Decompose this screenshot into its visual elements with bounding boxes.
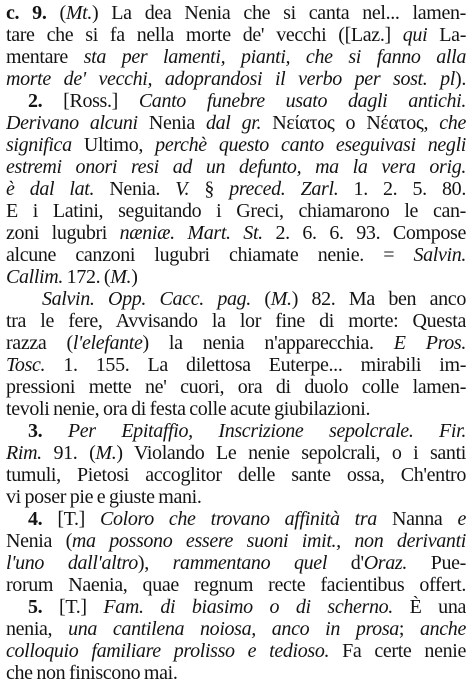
text-run: rorum Naenia, quae regnum recte facientibus offert. <box>6 574 466 596</box>
text-run: ; <box>398 618 420 640</box>
text-run: nenia, <box>6 618 69 640</box>
text-run: Fa certe nenie <box>329 640 466 662</box>
text-run-italic: colloquio familiare prolisso e tedioso. <box>6 640 330 662</box>
text-run <box>175 222 188 244</box>
text-line <box>6 662 466 684</box>
source-abbrev: Mart. St. <box>187 222 263 244</box>
text-run: tare che si fa nella morte de' vecchi ([Laz.] <box>6 24 403 46</box>
text-line <box>6 68 466 90</box>
text-run: Nenia <box>137 112 206 134</box>
text-run: tevoli nenie, ora di festa colle acute giubilazioni. <box>6 398 371 420</box>
text-run: tumuli, Pietosi accoglitor delle sante ossa, Ch'entro <box>6 464 466 486</box>
text-run-italic: V. <box>175 178 190 200</box>
sense-number: 5. <box>28 596 43 618</box>
definition-text: Coloro che trovano affinità tra <box>100 508 377 530</box>
text-run: razza ( <box>6 332 73 354</box>
definition-text: Fam. di biasimo o di scherno. <box>103 596 393 618</box>
text-line <box>6 288 466 310</box>
text-line <box>6 618 466 640</box>
text-run: alcune canzoni lugubri chiamate nenie. = <box>6 244 414 266</box>
text-run: ) 82. Ma ben anco <box>291 288 466 310</box>
text-run: vi poser pie e giuste mani. <box>6 486 202 508</box>
source-abbrev: Callim. <box>6 266 64 288</box>
text-line <box>6 508 466 530</box>
text-line <box>6 574 466 596</box>
sense-number: 4. <box>28 508 43 530</box>
text-run-italic: preced. <box>229 178 286 200</box>
text-run-italic: næniæ. <box>119 222 175 244</box>
text-run: 172. ( <box>63 266 111 288</box>
text-run: ) Violando Le nenie sepolcrali, o i santi <box>116 442 466 464</box>
text-run-italic: M. <box>110 266 132 288</box>
text-line <box>6 332 466 354</box>
text-line <box>6 354 466 376</box>
definition-text: Canto funebre usato dagli antichi. <box>138 90 466 112</box>
source-abbrev: Salvin. Opp. Cacc. pag. <box>42 288 251 310</box>
text-run-italic: M. <box>95 442 117 464</box>
text-run: d' <box>327 552 364 574</box>
text-run: che non finiscono mai. <box>6 662 178 684</box>
text-line <box>6 2 466 24</box>
text-run-italic: rammentano quel <box>172 552 328 574</box>
text-run: ) <box>131 266 138 288</box>
text-run-italic: che <box>439 112 466 134</box>
text-line <box>6 464 466 486</box>
text-run: zoni lugubri <box>6 222 120 244</box>
text-run <box>285 178 300 200</box>
text-line <box>6 112 466 134</box>
text-line <box>6 156 466 178</box>
text-run: [T.] <box>42 508 101 530</box>
text-run: Nenia. <box>94 178 176 200</box>
text-line <box>6 486 466 508</box>
source-abbrev: Oraz. <box>363 552 407 574</box>
text-line <box>6 200 466 222</box>
text-run: ( <box>250 288 271 310</box>
entry-sense-3 <box>6 420 466 508</box>
text-run: 91. ( <box>41 442 96 464</box>
text-run-italic: morte de' vecchi, adoprandosi il verbo per sost. pl <box>6 68 456 90</box>
text-run-italic: una cantilena noiosa, anco in prosa <box>68 618 399 640</box>
text-line <box>6 530 466 552</box>
text-line <box>6 178 466 200</box>
text-run-italic: Derivano alcuni <box>6 112 138 134</box>
text-run-italic: l'elefante <box>72 332 143 354</box>
entry-sense-2 <box>6 90 466 420</box>
text-run <box>42 420 68 442</box>
text-run: È una <box>392 596 466 618</box>
text-line <box>6 442 466 464</box>
text-run-italic: perchè questo canto eseguivasi negli <box>155 134 466 156</box>
text-run: 2. 6. 6. 93. Compose <box>262 222 466 244</box>
source-abbrev: E Pros. <box>393 332 466 354</box>
text-run: ) La dea Nenia che si canta nel... lamen- <box>91 2 466 24</box>
text-run: ( <box>46 2 66 24</box>
text-line <box>6 376 466 398</box>
text-run-italic: ma possono essere suoni imit., non derivanti <box>71 530 466 552</box>
text-run: ) la nenia n'apparecchia. <box>142 332 394 354</box>
text-run-italic: estremi onori resi ad un defunto, ma la vera orig. <box>6 156 466 178</box>
text-run-italic: qui <box>402 24 428 46</box>
text-run: tra le fere, Avvisando la lor fine di morte: Questa <box>6 310 466 332</box>
text-run: [T.] <box>42 596 104 618</box>
text-run-italic: l'uno dall'altro <box>6 552 138 574</box>
text-run: § <box>189 178 230 200</box>
text-run: Nanna <box>376 508 458 530</box>
text-line <box>6 134 466 156</box>
text-run: Pue- <box>406 552 466 574</box>
text-run: mentare <box>6 46 84 68</box>
text-run-italic: è dal lat. <box>6 178 95 200</box>
text-run: La- <box>427 24 466 46</box>
text-run-italic: M. <box>270 288 292 310</box>
text-run: ). <box>455 68 466 90</box>
entry-sense-5 <box>6 596 466 684</box>
text-run-italic: significa <box>6 134 72 156</box>
text-line <box>6 266 466 288</box>
source-abbrev: Mt. <box>65 2 92 24</box>
sense-number: 3. <box>28 420 43 442</box>
text-line <box>6 640 466 662</box>
text-line <box>6 552 466 574</box>
entry-sense-c9 <box>6 2 466 90</box>
text-run-italic: anche <box>419 618 466 640</box>
definition-text: Per Epitaffio, Inscrizione sepolcrale. Fir. <box>67 420 466 442</box>
sense-number: c. 9. <box>6 2 47 24</box>
text-line <box>6 24 466 46</box>
dictionary-page <box>6 2 466 684</box>
text-line <box>6 90 466 112</box>
citation-numbers: 1. 2. 5. 80. <box>338 178 466 200</box>
text-run-italic: dal gr. <box>205 112 262 134</box>
text-run: ( <box>52 530 72 552</box>
source-abbrev: Rim. <box>6 442 42 464</box>
text-run-italic: sta per lamenti, pianti, che si fanno alla <box>83 46 466 68</box>
source-abbrev: Tosc. <box>6 354 46 376</box>
sense-number: 2. <box>28 90 43 112</box>
source-abbrev: Zarl. <box>300 178 339 200</box>
text-run: [Ross.] <box>42 90 139 112</box>
greek-text: Νείατος o Νέατος, <box>261 112 440 134</box>
text-run-italic: e <box>457 508 466 530</box>
text-run: pressioni mette ne' cuori, ora di duolo colle lamen- <box>6 376 466 398</box>
text-run: ), <box>137 552 173 574</box>
text-run: E i Latini, seguitando i Greci, chiamarono le can- <box>6 200 466 222</box>
text-run: 1. 155. La dilettosa Euterpe... mirabili im- <box>45 354 466 376</box>
text-line <box>6 398 466 420</box>
text-run: Ultimo, <box>71 134 156 156</box>
text-line <box>6 420 466 442</box>
text-line <box>6 222 466 244</box>
text-run: Nenia <box>6 530 53 552</box>
entry-sense-4 <box>6 508 466 596</box>
text-line <box>6 310 466 332</box>
source-abbrev: Salvin. <box>413 244 466 266</box>
text-line <box>6 244 466 266</box>
text-line <box>6 596 466 618</box>
text-line <box>6 46 466 68</box>
